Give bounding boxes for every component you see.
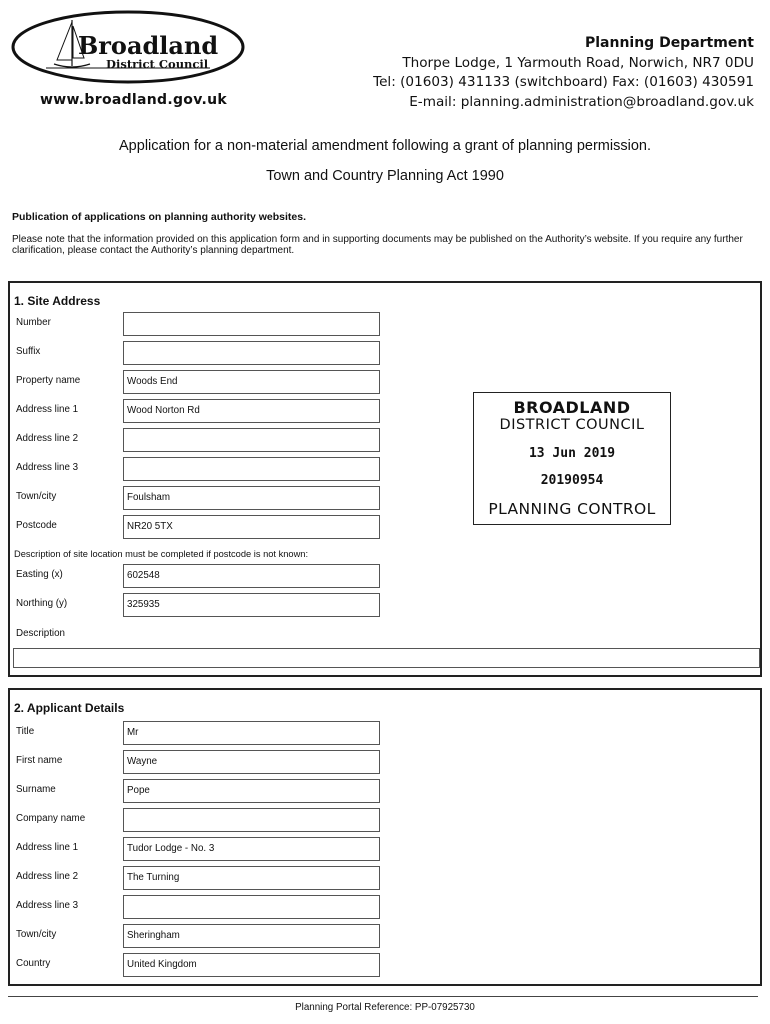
address-line-1-label: Address line 1 — [16, 404, 79, 415]
northing-label: Northing (y) — [16, 598, 68, 609]
surname-field[interactable]: Pope — [123, 779, 380, 803]
easting-label: Easting (x) — [16, 569, 63, 580]
act-title: Town and Country Planning Act 1990 — [266, 168, 504, 184]
department-email: E-mail: planning.administration@broadland.gov.uk — [409, 93, 754, 110]
publication-note: Please note that the information provided on this application form and in supporting documents may be published on the Authority’s website. If you require any further clarification, please contact the Authority’s planning department. — [12, 234, 743, 256]
logo-subtitle: District Council — [106, 57, 209, 71]
address-line-1-field[interactable]: Wood Norton Rd — [123, 399, 380, 423]
footer-divider — [8, 996, 758, 997]
town-city-label: Town/city — [16, 491, 57, 502]
property-name-field[interactable]: Woods End — [123, 370, 380, 394]
property-name-label: Property name — [16, 375, 81, 386]
stamp-department: PLANNING CONTROL — [488, 500, 656, 518]
location-note: Description of site location must be completed if postcode is not known: — [14, 549, 309, 559]
description-label: Description — [16, 628, 66, 639]
suffix-label: Suffix — [16, 346, 41, 357]
town-city-field[interactable]: Sheringham — [123, 924, 380, 948]
company-name-label: Company name — [16, 813, 86, 824]
suffix-field[interactable] — [123, 341, 380, 365]
address-line-2-label: Address line 2 — [16, 433, 79, 444]
address-line-3-field[interactable] — [123, 895, 380, 919]
easting-field[interactable]: 602548 — [123, 564, 380, 588]
website-link[interactable]: www.broadland.gov.uk — [40, 92, 228, 108]
number-field[interactable] — [123, 312, 380, 336]
first-name-label: First name — [16, 755, 63, 766]
portal-reference: Planning Portal Reference: PP-07925730 — [295, 1002, 475, 1013]
number-label: Number — [16, 317, 51, 328]
address-line-2-label: Address line 2 — [16, 871, 79, 882]
section-title: 1. Site Address — [14, 294, 101, 308]
address-line-3-label: Address line 3 — [16, 462, 79, 473]
department-contact — [373, 34, 754, 112]
description-field[interactable] — [13, 648, 760, 668]
form-title: Application for a non-material amendment following a grant of planning permission. — [119, 138, 651, 154]
company-name-field[interactable] — [123, 808, 380, 832]
stamp-council-name: BROADLAND — [513, 398, 631, 417]
department-name: Planning Department — [584, 35, 754, 51]
first-name-field[interactable]: Wayne — [123, 750, 380, 774]
postcode-label: Postcode — [16, 520, 57, 531]
address-line-1-label: Address line 1 — [16, 842, 79, 853]
postcode-field[interactable]: NR20 5TX — [123, 515, 380, 539]
broadland-logo — [10, 8, 246, 86]
department-phone: Tel: (01603) 431133 (switchboard) Fax: (01603) 430591 — [373, 74, 754, 91]
department-address: Thorpe Lodge, 1 Yarmouth Road, Norwich, NR7 0DU — [402, 54, 754, 71]
town-city-field[interactable]: Foulsham — [123, 486, 380, 510]
title-field[interactable]: Mr — [123, 721, 380, 745]
country-label: Country — [16, 958, 51, 969]
received-stamp — [473, 392, 671, 525]
town-city-label: Town/city — [16, 929, 57, 940]
address-line-3-label: Address line 3 — [16, 900, 79, 911]
applicant-details-section — [8, 688, 762, 986]
stamp-council-type: DISTRICT COUNCIL — [499, 417, 645, 433]
surname-label: Surname — [16, 784, 56, 795]
logo-name: Broadland — [78, 31, 219, 60]
country-field[interactable]: United Kingdom — [123, 953, 380, 977]
stamp-reference: 20190954 — [540, 473, 604, 488]
address-line-1-field[interactable]: Tudor Lodge - No. 3 — [123, 837, 380, 861]
section-title: 2. Applicant Details — [14, 701, 125, 715]
address-line-2-field[interactable]: The Turning — [123, 866, 380, 890]
title-label: Title — [16, 726, 35, 737]
address-line-3-field[interactable] — [123, 457, 380, 481]
address-line-2-field[interactable] — [123, 428, 380, 452]
publication-heading: Publication of applications on planning authority websites. — [12, 211, 307, 223]
stamp-date: 13 Jun 2019 — [528, 446, 616, 461]
northing-field[interactable]: 325935 — [123, 593, 380, 617]
